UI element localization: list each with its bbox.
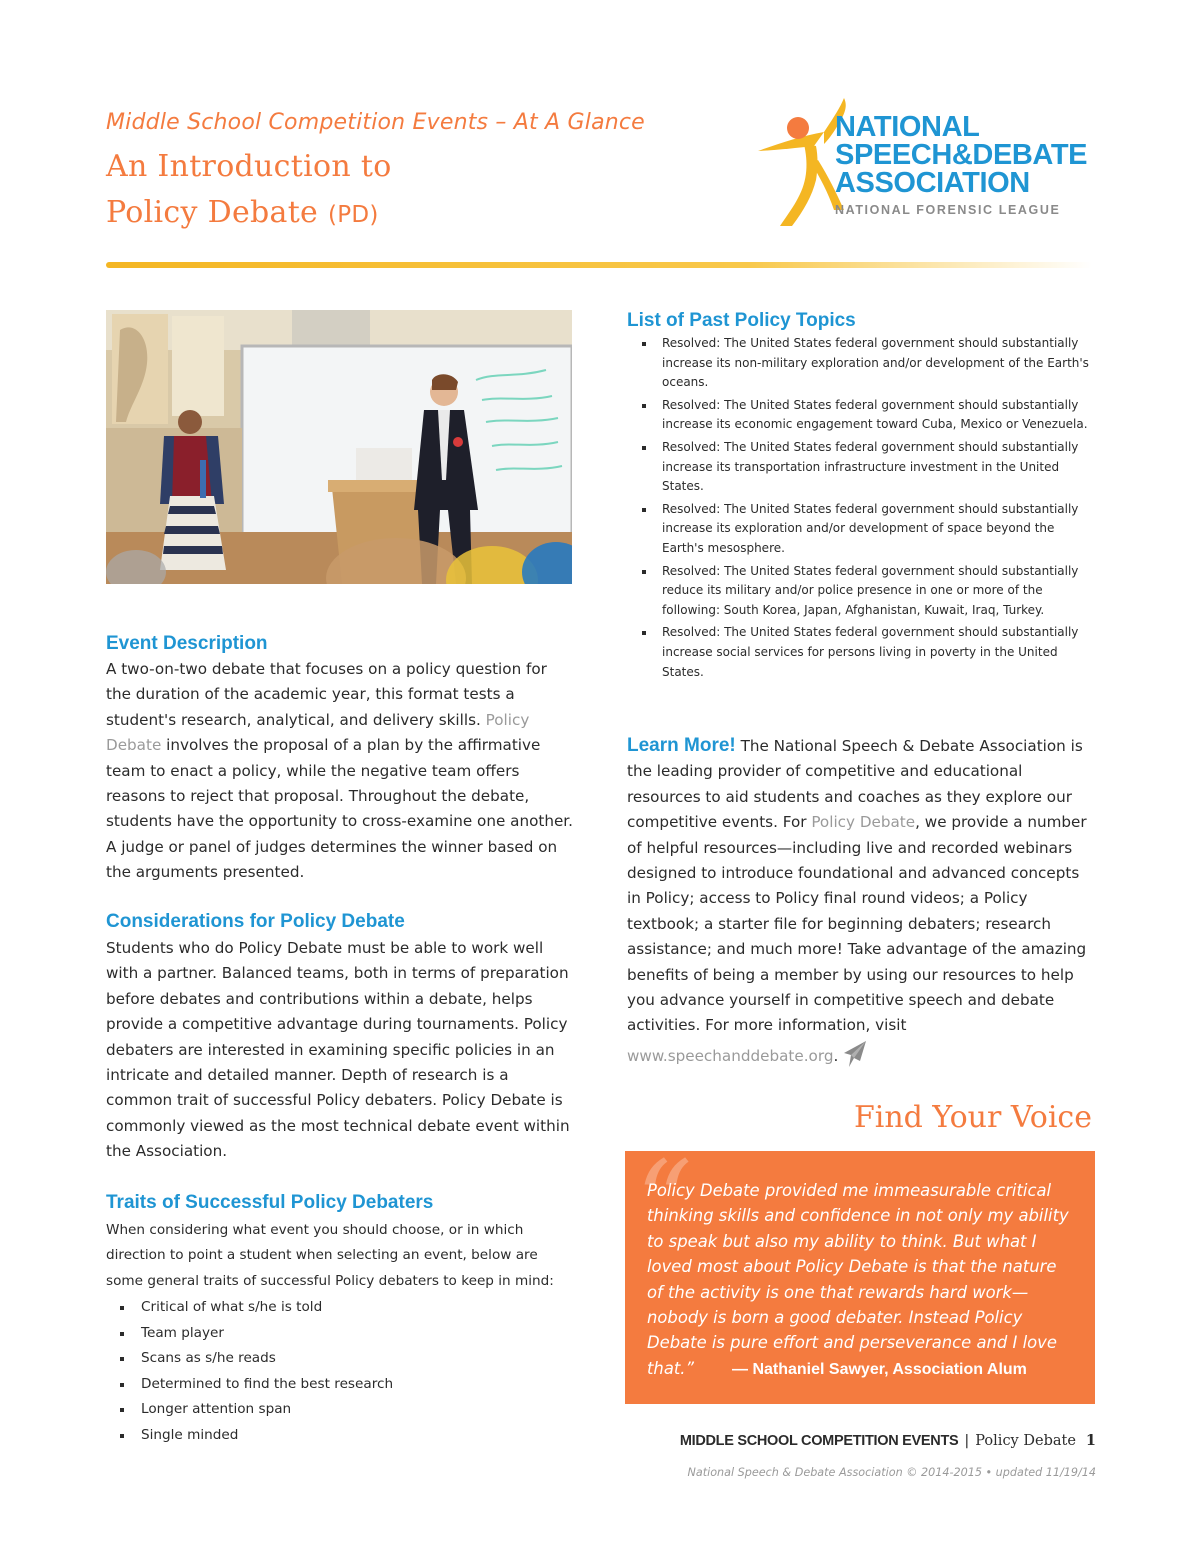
find-your-voice-heading: Find Your Voice [853,1100,1092,1135]
considerations-heading: Considerations for Policy Debate [106,911,405,932]
considerations-text: Students who do Policy Debate must be able to work well with a partner. Balanced teams, both in terms of preparation before debates and contributions within a debate, helps provide a competitive advantage during tournaments. Policy debaters are interested in examining specific policies in an intricate and detailed manner. Depth of research is a common trait of successful Policy debaters. Policy Debate is commonly viewed as the most technical debate event within the Association. [106,939,570,1161]
list-item: Team player [118,1321,393,1347]
series-title: Middle School Competition Events – At A Glance [106,110,645,135]
learn-more-text [627,733,1097,1069]
classroom-debate-photo [106,310,572,584]
testimonial-quote [647,1178,1077,1382]
past-topics-heading: List of Past Policy Topics [627,310,856,331]
page-footer [600,1432,1096,1449]
header-divider [106,262,1092,268]
list-item: Determined to find the best research [118,1372,393,1398]
title-line-1: An Introduction to [106,149,392,184]
policy-debate-link[interactable]: Policy Debate [106,710,530,755]
traits-heading: Traits of Successful Policy Debaters [106,1192,434,1213]
logo-line-2: SPEECH&DEBATE [835,139,1088,171]
page-title [106,144,392,238]
event-description-heading: Event Description [106,633,268,654]
footer-separator: | [964,1433,970,1449]
learn-more-part-2: , we provide a number of helpful resources—including live and recorded webinars designed to introduce foundational and advanced concepts in Policy; access to Policy final round videos; a Policy textbook; a starter file for beginning debaters; research assistance; and much more! Take advantage of the amazing benefits of being a member by using our resources to help you advance yourself in competitive speech and debate activities. For more information, visit [627,813,1087,1035]
list-item: Resolved: The United States federal government should substantially increase social services for persons living in poverty in the United States. [640,623,1095,682]
list-item: Resolved: The United States federal government should substantially increase its exploration and/or development of space beyond the Earth's mesosphere. [640,500,1095,559]
list-item: Longer attention span [118,1397,393,1423]
title-line-2 [106,190,392,238]
traits-list [118,1295,393,1449]
paper-plane-icon [840,1039,868,1069]
event-description-part-1: A two-on-two debate that focuses on a policy question for the duration of the academic year, this format tests a student's research, analytical, and delivery skills. [106,660,547,729]
policy-debate-link[interactable]: Policy Debate [811,813,916,832]
footer-copyright: National Speech & Debate Association © 2014-2015 • updated 11/19/14 [687,1466,1096,1479]
list-item: Resolved: The United States federal government should substantially reduce its military and/or police presence in one or more of the following: South Korea, Japan, Afghanistan, Kuwait, Iraq, Turkey. [640,562,1095,621]
website-link[interactable]: www.speechanddebate.org [627,1046,834,1065]
logo-subtitle: NATIONAL FORENSIC LEAGUE [835,203,1061,217]
footer-series: MIDDLE SCHOOL COMPETITION EVENTS [679,1433,959,1449]
event-description-text [106,657,576,886]
learn-more-heading: Learn More! [627,735,736,756]
list-item: Resolved: The United States federal government should substantially increase its economic engagement toward Cuba, Mexico or Venezuela. [640,396,1095,435]
past-topics-list [640,334,1095,685]
logo-line-1: NATIONAL [835,111,980,143]
footer-event: Policy Debate [975,1433,1076,1449]
list-item: Scans as s/he reads [118,1346,393,1372]
list-item: Resolved: The United States federal government should substantially increase its transportation infrastructure investment in the United States. [640,438,1095,497]
title-abbreviation: (PD) [327,202,379,228]
quote-mark-icon: “ [636,1137,693,1265]
title-event: Policy Debate [106,195,319,230]
traits-intro: When considering what event you should choose, or in which direction to point a student when selecting an event, below are some general traits of successful Policy debaters to keep in mind: [106,1222,554,1289]
logo-wordmark [835,113,1087,197]
list-item: Resolved: The United States federal government should substantially increase its non-military exploration and/or development of the Earth's oceans. [640,334,1095,393]
logo-line-3: ASSOCIATION [835,167,1030,199]
event-description-part-2: involves the proposal of a plan by the affirmative team to enact a policy, while the negative team offers reasons to reject that proposal. Throughout the debate, students have the opportunity to cross-examine one another. A judge or panel of judges determines the winner based on the arguments presented. [106,736,573,882]
page-number: 1 [1085,1432,1096,1449]
list-item: Critical of what s/he is told [118,1295,393,1321]
quote-body: Policy Debate provided me immeasurable critical thinking skills and confidence in not only my ability to speak but also my ability to think. But what I loved most about Policy Debate is that the nature of the activity is one that rewards hard work—nobody is born a good debater. Instead Policy Debate is pure effort and perseverance and I love that.” [647,1181,1069,1378]
learn-more-part-3: . [833,1046,839,1065]
list-item: Single minded [118,1423,393,1449]
learn-more-part-1: The National Speech & Debate Association is the leading provider of competitive and educational resources to aid students and coaches as they explore our competitive events. For [627,737,1083,832]
quote-attribution: — Nathaniel Sawyer, Association Alum [732,1360,1027,1378]
